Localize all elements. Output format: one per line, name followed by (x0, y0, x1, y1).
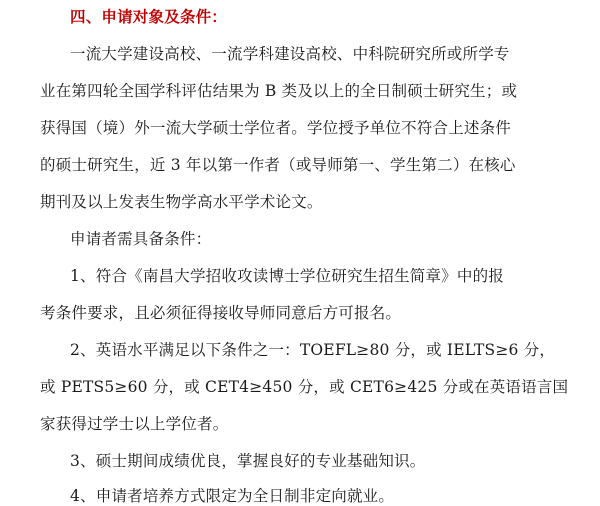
section-heading: 四、申请对象及条件： (70, 7, 228, 26)
requirements-intro: 申请者需具备条件： (70, 230, 212, 248)
paragraph-1-line-3: 获得国（境）外一流大学硕士学位者。学位授予单位不符合上述条件 (40, 119, 512, 137)
paragraph-1-line-5: 期刊及以上发表生物学高水平学术论文。 (40, 193, 323, 211)
paragraph-1-line-1: 一流大学建设高校、一流学科建设高校、中科院研究所或所学专 (70, 45, 510, 63)
item-3: 3、硕士期间成绩优良，掌握良好的专业基础知识。 (70, 452, 426, 470)
paragraph-1-line-4: 的硕士研究生，近 3 年以第一作者（或导师第一、学生第二）在核心 (40, 156, 516, 174)
item-2-line-2: 或 PETS5≥60 分，或 CET4≥450 分，或 CET6≥425 分或在英语语言国 (40, 378, 569, 396)
item-2-line-3: 家获得过学士以上学位者。 (40, 415, 229, 433)
item-1-line-1: 1、符合《南昌大学招收攻读博士学位研究生招生简章》中的报 (70, 267, 504, 285)
paragraph-1-line-2: 业在第四轮全国学科评估结果为 B 类及以上的全日制硕士研究生；或 (40, 82, 518, 100)
item-1-line-2: 考条件要求，且必须征得接收导师同意后方可报名。 (40, 304, 402, 322)
item-2-line-1: 2、英语水平满足以下条件之一：TOEFL≥80 分，或 IELTS≥6 分， (70, 341, 556, 359)
item-4: 4、申请者培养方式限定为全日制非定向就业。 (70, 487, 395, 505)
